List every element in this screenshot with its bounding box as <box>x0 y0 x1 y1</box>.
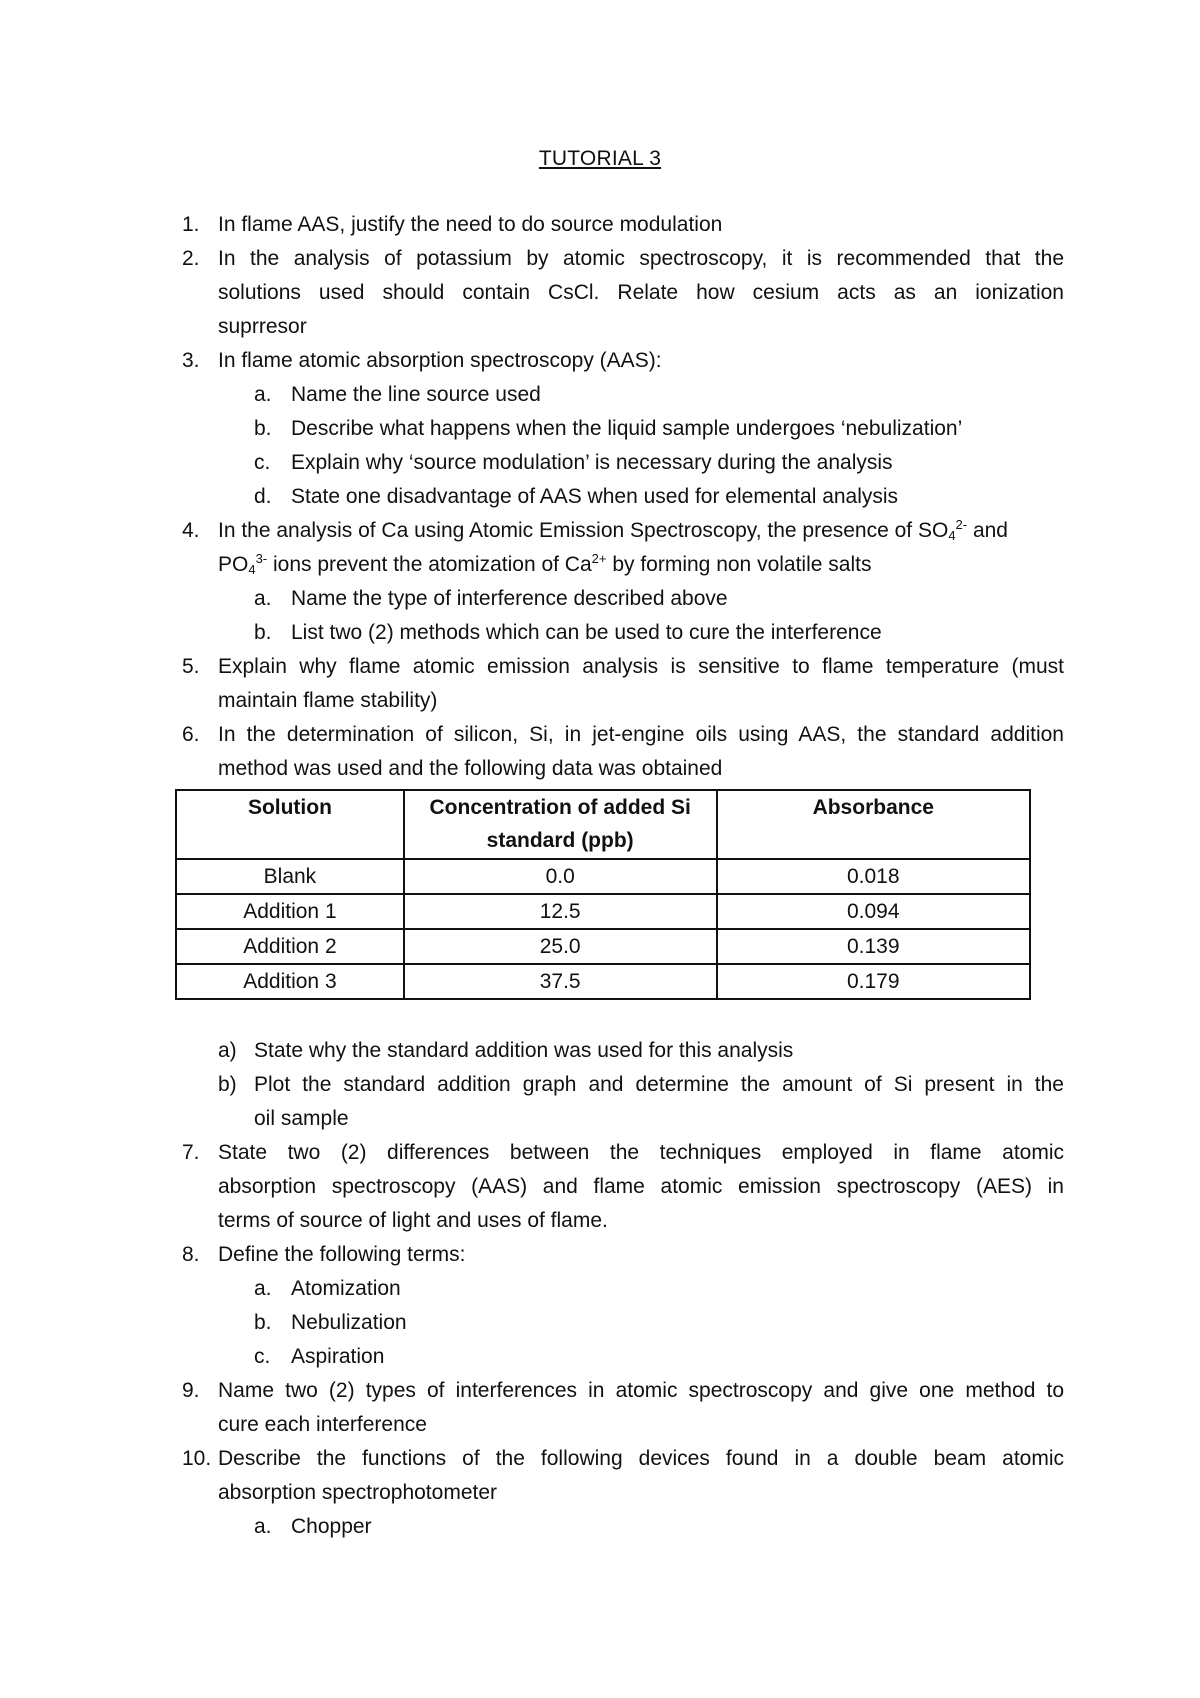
cell-solution: Addition 2 <box>176 929 404 964</box>
cell-solution: Addition 3 <box>176 964 404 999</box>
q9-line-1: Name two (2) types of interferences in atomic spectroscopy and give one method to <box>218 1379 1064 1402</box>
q1-number: 1. <box>182 213 200 236</box>
cell-concentration: 25.0 <box>404 929 717 964</box>
q4-line-2: $PO_4^{3-}$ ions prevent the atomization of $Ca^{2+}$ by forming non volatile salts <box>218 551 872 577</box>
q6-b-label: b) <box>218 1073 237 1096</box>
cell-absorbance: 0.139 <box>717 929 1031 964</box>
q5-line-1: Explain why flame atomic emission analysis is sensitive to flame temperature (must <box>218 655 1064 678</box>
q3-d-text: State one disadvantage of AAS when used for elemental analysis <box>291 485 899 508</box>
q10-number: 10. <box>182 1447 212 1470</box>
q3-a-text: Name the line source used <box>291 383 541 406</box>
q6-number: 6. <box>182 723 200 746</box>
q9-number: 9. <box>182 1379 200 1402</box>
q3-text: In flame atomic absorption spectroscopy (AAS): <box>218 349 662 372</box>
q6-line-1: In the determination of silicon, Si, in jet-engine oils using AAS, the standard addition <box>218 723 1064 746</box>
q4-line-1: In the analysis of Ca using Atomic Emission Spectroscopy, the presence of $SO_4^{2-}$ and <box>218 517 1008 543</box>
q6-a-text: State why the standard addition was used for this analysis <box>254 1039 794 1062</box>
page-title: TUTORIAL 3 <box>538 147 662 170</box>
q5-line-2: maintain flame stability) <box>218 689 438 712</box>
q3-b-label: b. <box>254 417 272 440</box>
cell-solution: Addition 1 <box>176 894 404 929</box>
q4-a-label: a. <box>254 587 272 610</box>
cell-absorbance: 0.018 <box>717 859 1031 894</box>
q3-number: 3. <box>182 349 200 372</box>
q6-b-line-1: Plot the standard addition graph and determine the amount of Si present in the <box>254 1073 1064 1096</box>
q10-line-2: absorption spectrophotometer <box>218 1481 497 1504</box>
q4-b-label: b. <box>254 621 272 644</box>
header-solution: Solution <box>176 790 404 859</box>
q8-a-text: Atomization <box>291 1277 401 1300</box>
q8-b-label: b. <box>254 1311 272 1334</box>
header-concentration: Concentration of added Si standard (ppb) <box>404 790 717 859</box>
q6-a-label: a) <box>218 1039 237 1062</box>
q9-line-2: cure each interference <box>218 1413 427 1436</box>
q8-number: 8. <box>182 1243 200 1266</box>
q4-number: 4. <box>182 519 200 542</box>
q8-c-text: Aspiration <box>291 1345 385 1368</box>
q8-a-label: a. <box>254 1277 272 1300</box>
q3-d-label: d. <box>254 485 272 508</box>
q2-line-2: solutions used should contain CsCl. Relate how cesium acts as an ionization <box>218 281 1064 304</box>
table-row <box>176 964 1030 999</box>
q3-b-text: Describe what happens when the liquid sample undergoes ‘nebulization’ <box>291 417 963 440</box>
q8-b-text: Nebulization <box>291 1311 407 1334</box>
q2-number: 2. <box>182 247 200 270</box>
q4-b-text: List two (2) methods which can be used to cure the interference <box>291 621 882 644</box>
q7-line-1: State two (2) differences between the techniques employed in flame atomic <box>218 1141 1064 1164</box>
q2-line-1: In the analysis of potassium by atomic spectroscopy, it is recommended that the <box>218 247 1064 270</box>
cell-concentration: 0.0 <box>404 859 717 894</box>
cell-solution: Blank <box>176 859 404 894</box>
q8-text: Define the following terms: <box>218 1243 466 1266</box>
q8-c-label: c. <box>254 1345 271 1368</box>
q10-a-text: Chopper <box>291 1515 372 1538</box>
q1-text: In flame AAS, justify the need to do source modulation <box>218 213 723 236</box>
q3-c-text: Explain why ‘source modulation’ is necessary during the analysis <box>291 451 893 474</box>
cell-concentration: 12.5 <box>404 894 717 929</box>
header-absorbance: Absorbance <box>717 790 1031 859</box>
cell-absorbance: 0.179 <box>717 964 1031 999</box>
q6-b-line-2: oil sample <box>254 1107 349 1130</box>
table-row <box>176 859 1030 894</box>
q3-c-label: c. <box>254 451 271 474</box>
data-table <box>175 789 1031 1000</box>
q7-line-2: absorption spectroscopy (AAS) and flame atomic emission spectroscopy (AES) in <box>218 1175 1064 1198</box>
q10-line-1: Describe the functions of the following devices found in a double beam atomic <box>218 1447 1064 1470</box>
cell-concentration: 37.5 <box>404 964 717 999</box>
q10-a-label: a. <box>254 1515 272 1538</box>
table-header-row <box>176 790 1030 859</box>
table-row <box>176 894 1030 929</box>
q7-line-3: terms of source of light and uses of flame. <box>218 1209 608 1232</box>
q6-line-2: method was used and the following data was obtained <box>218 757 723 780</box>
cell-absorbance: 0.094 <box>717 894 1031 929</box>
q4-a-text: Name the type of interference described above <box>291 587 728 610</box>
table-row <box>176 929 1030 964</box>
q2-line-3: suprresor <box>218 315 307 338</box>
q3-a-label: a. <box>254 383 272 406</box>
q5-number: 5. <box>182 655 200 678</box>
q7-number: 7. <box>182 1141 200 1164</box>
